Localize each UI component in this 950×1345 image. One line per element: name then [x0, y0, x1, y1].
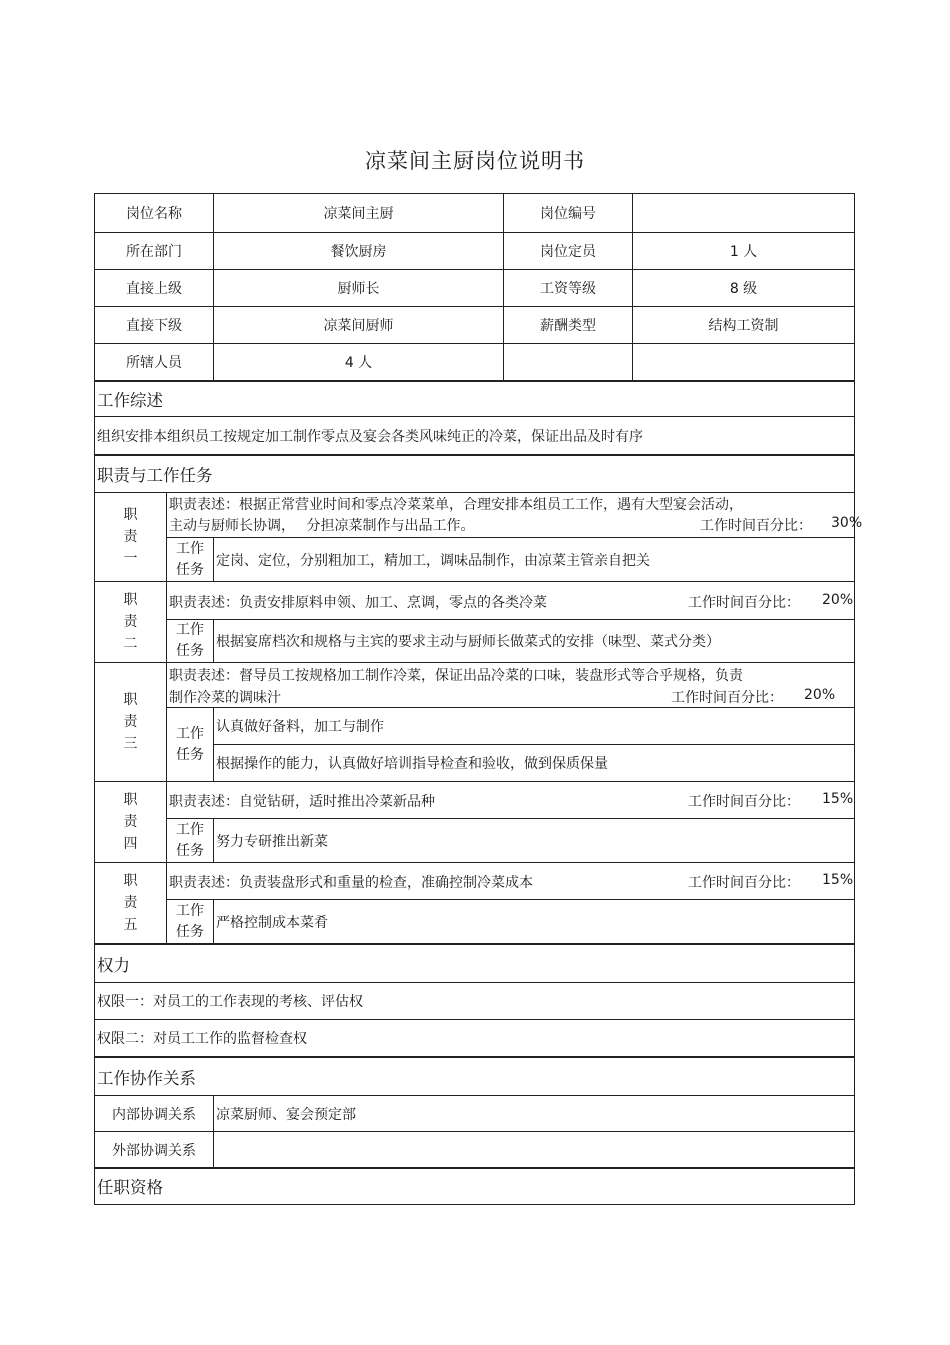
task-label: 工作 任务	[166, 707, 213, 781]
pct-label: 工作时间百分比：	[700, 518, 812, 534]
value-pay-type: 结构工资制	[632, 306, 854, 343]
page-title: 凉菜间主厨岗位说明书	[365, 149, 585, 173]
label-salary-grade: 工资等级	[503, 269, 632, 306]
value-headcount: 1 人	[632, 232, 854, 269]
section-heading-relations: 工作协作关系	[95, 1056, 854, 1095]
summary-text: 组织安排本组织员工按规定加工制作零点及宴会各类风味纯正的冷菜，保证出品及时有序	[95, 416, 854, 454]
label-external-coordination: 外部协调关系	[95, 1131, 213, 1167]
duty-2-task-1: 根据宴席档次和规格与主宾的要求主动与厨师长做菜式的安排（味型、菜式分类）	[213, 619, 854, 662]
empty-cell	[503, 343, 632, 380]
task-label: 工作 任务	[166, 899, 213, 943]
pct-value: 20%	[804, 687, 836, 703]
section-heading-qualification: 任职资格	[95, 1167, 854, 1203]
value-department: 餐饮厨房	[213, 232, 503, 269]
duty-3-description: 职责表述：督导员工按规格加工制作冷菜，保证出品冷菜的口味，装盘形式等合乎规格，负责 制作冷菜的调味汁 工作时间百分比： 20%	[166, 662, 854, 707]
power-item-2: 权限二：对员工工作的监督检查权	[95, 1019, 854, 1056]
section-heading-duties: 职责与工作任务	[95, 454, 854, 492]
label-subordinate: 直接下级	[95, 306, 213, 343]
value-staff: 4 人	[213, 343, 503, 380]
pct-value: 30%	[831, 515, 863, 531]
label-position-code: 岗位编号	[503, 194, 632, 232]
duty-label-1: 职 责 一	[95, 492, 166, 581]
job-description-table	[94, 193, 863, 1205]
value-internal-coordination: 凉菜厨师、宴会预定部	[213, 1095, 854, 1131]
pct-value: 15%	[822, 872, 854, 888]
pct-label: 工作时间百分比：	[671, 690, 783, 706]
task-label: 工作 任务	[166, 818, 213, 862]
duty-label-3: 职 责 三	[95, 662, 166, 781]
duty-label-4: 职 责 四	[95, 781, 166, 862]
duty-4-task-1: 努力专研推出新菜	[213, 818, 854, 862]
task-label: 工作 任务	[166, 619, 213, 662]
value-superior: 厨师长	[213, 269, 503, 306]
duty-4-description: 职责表述：自觉钻研，适时推出冷菜新品种 工作时间百分比： 15%	[166, 781, 854, 818]
label-superior: 直接上级	[95, 269, 213, 306]
empty-cell	[632, 343, 854, 380]
label-staff: 所辖人员	[95, 343, 213, 380]
duty-5-description: 职责表述：负责装盘形式和重量的检查，准确控制冷菜成本 工作时间百分比： 15%	[166, 862, 854, 899]
duty-3-task-1: 认真做好备料，加工与制作	[213, 707, 854, 744]
value-external-coordination	[213, 1131, 854, 1167]
value-salary-grade: 8 级	[632, 269, 854, 306]
section-heading-power: 权力	[95, 943, 854, 982]
pct-value: 20%	[822, 592, 854, 608]
task-label: 工作 任务	[166, 537, 213, 581]
label-headcount: 岗位定员	[503, 232, 632, 269]
duty-3-task-2: 根据操作的能力，认真做好培训指导检查和验收，做到保质保量	[213, 744, 854, 781]
duty-1-description: 职责表述：根据正常营业时间和零点冷菜菜单，合理安排本组员工工作，遇有大型宴会活动， 主动与厨师长协调， 分担凉菜制作与出品工作。 工作时间百分比： 30%	[166, 492, 854, 537]
duty-label-2: 职 责 二	[95, 581, 166, 662]
duty-1-task-1: 定岗、定位，分别粗加工，精加工，调味品制作，由凉菜主管亲自把关	[213, 537, 854, 581]
duty-2-description: 职责表述：负责安排原料申领、加工、烹调，零点的各类冷菜 工作时间百分比： 20%	[166, 581, 854, 619]
label-department: 所在部门	[95, 232, 213, 269]
duty-5-task-1: 严格控制成本菜肴	[213, 899, 854, 943]
pct-label: 工作时间百分比：	[688, 595, 800, 611]
pct-label: 工作时间百分比：	[688, 875, 800, 891]
pct-value: 15%	[822, 791, 854, 807]
label-internal-coordination: 内部协调关系	[95, 1095, 213, 1131]
section-heading-summary: 工作综述	[95, 380, 854, 416]
value-subordinate: 凉菜间厨师	[213, 306, 503, 343]
pct-label: 工作时间百分比：	[688, 794, 800, 810]
power-item-1: 权限一：对员工的工作表现的考核、评估权	[95, 982, 854, 1019]
label-position-name: 岗位名称	[126, 206, 182, 222]
value-position-code	[632, 194, 854, 232]
label-pay-type: 薪酬类型	[503, 306, 632, 343]
value-position-name: 凉菜间主厨	[213, 194, 503, 232]
duty-label-5: 职 责 五	[95, 862, 166, 943]
